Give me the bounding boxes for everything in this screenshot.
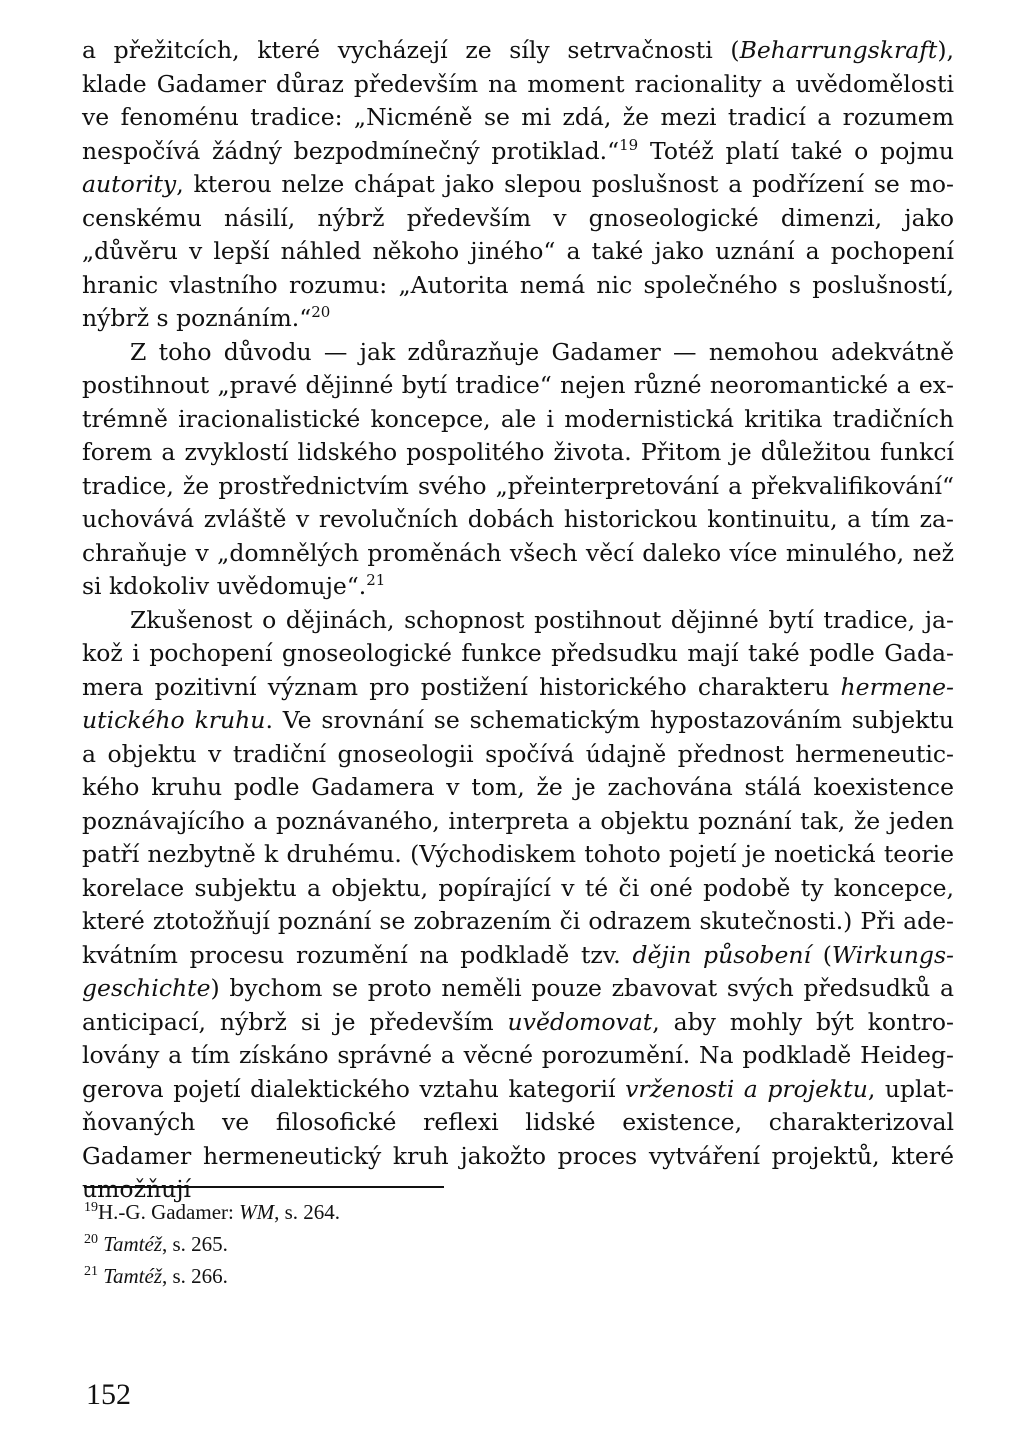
body-text (82, 34, 954, 1207)
paragraph-1 (82, 34, 954, 336)
footnote-marker: 20 (311, 303, 331, 321)
paragraph-2 (82, 336, 954, 604)
italic-text: uvědomovat (507, 1007, 653, 1036)
paragraph-3 (82, 604, 954, 1207)
footnote-19 (84, 1196, 340, 1228)
italic-text: vrženosti a projektu (625, 1074, 868, 1103)
text-run: , uplatňovaných ve filosofické reflexi lidské existence, charakterizoval Gadamer hermeneutický kruh jakožto proces vytváření projektů, které umožňují (82, 1074, 954, 1203)
text-run: a přežitcích, které vycházejí ze síly setrvačnosti ( (82, 36, 740, 64)
footnote-marker: 19 (84, 1200, 98, 1215)
italic-text: autority (82, 170, 177, 198)
italic-text: Wirkungsgeschichte (82, 940, 954, 1002)
footnote-marker: 21 (84, 1264, 98, 1279)
italic-text: dějin působení (632, 940, 812, 969)
text-run: Zkušenost o dějinách, schopnost postihnout dějinné bytí tradice, jakož i pochopení gnoseologické funkce předsudku mají také podle Gadamera pozitivní význam pro postižení historického charakteru (82, 605, 954, 701)
footnote-20 (84, 1228, 340, 1260)
text-run: ( (811, 940, 832, 969)
text-run: ), klade Gadamer důraz především na moment racionality a uvědomělosti ve fenoménu tradice: „Nicméně se mi zdá, že mezi tradicí a rozumem nespočívá žádný bezpodmínečný protiklad.“ (82, 36, 954, 165)
text-run: H.-G. Gadamer: (98, 1200, 240, 1224)
text-run: , s. 266. (162, 1264, 228, 1288)
text-run: , s. 264. (274, 1200, 341, 1224)
footnote-marker: 20 (84, 1232, 98, 1247)
footnote-separator (84, 1186, 444, 1188)
page-number: 152 (86, 1378, 131, 1411)
text-run: ) bychom se proto neměli pouze zbavovat svých předsudků a anticipací, nýbrž si je především (82, 974, 954, 1036)
text-run: , s. 265. (162, 1232, 228, 1256)
italic-text: WM (239, 1200, 275, 1224)
italic-text: Beharrungskraft (739, 36, 938, 64)
italic-text: Tamtéž (103, 1264, 162, 1288)
footnote-marker: 21 (366, 571, 386, 589)
footnotes (84, 1196, 340, 1292)
text-run: Totéž platí také o pojmu (638, 136, 955, 165)
footnote-21 (84, 1260, 340, 1292)
footnote-marker: 19 (619, 135, 639, 154)
italic-text: Tamtéž (103, 1232, 162, 1256)
text-run: , kterou nelze chápat jako slepou poslušnost a podřízení se mocenskému násilí, nýbrž především v gnoseologické dimenzi, jako „důvěru v lepší náhled někoho jiného“ a také jako uznání a pochopení hranic vlastního rozumu: „Autorita nemá nic společného s poslušností, nýbrž s poznáním.“ (82, 170, 954, 332)
text-run: , aby mohly být kontrolovány a tím získáno správné a věcné porozumění. Na podkladě Heideggerova pojetí dialektického vztahu kategorií (82, 1007, 954, 1103)
text-run: Z toho důvodu — jak zdůrazňuje Gadamer — nemohou adekvátně postihnout „pravé dějinné bytí tradice“ nejen různé neoromantické a extrémně iracionalistické koncepce, ale i modernistická kritika tradičních forem a zvyklostí lidského pospolitého života. Přitom je důležitou funkcí tradice, že prostřednictvím svého „přeinterpretování a překvalifikování“ uchovává zvláště v revolučních dobách historickou kontinuitu, a tím zachraňuje v „domnělých proměnách všech věcí daleko více minulého, než si kdokoliv uvědomuje“. (82, 337, 954, 600)
italic-text: hermeneutického kruhu (82, 672, 954, 734)
text-run: . Ve srovnání se schematickým hypostazováním subjektu a objektu v tradiční gnoseologii spočívá údajně přednost hermeneutického kruhu podle Gadamera v tom, že je zachována stálá koexistence poznávajícího a poznávaného, interpreta a objektu poznání tak, že jeden patří nezbytně k druhému. (Východiskem tohoto pojetí je noetická teorie korelace subjektu a objektu, popírající v té či oné podobě ty koncepce, které ztotožňují poznání se zobrazením či odrazem skutečnosti.) Při adekvátním procesu rozumění na podkladě tzv. (82, 706, 954, 969)
